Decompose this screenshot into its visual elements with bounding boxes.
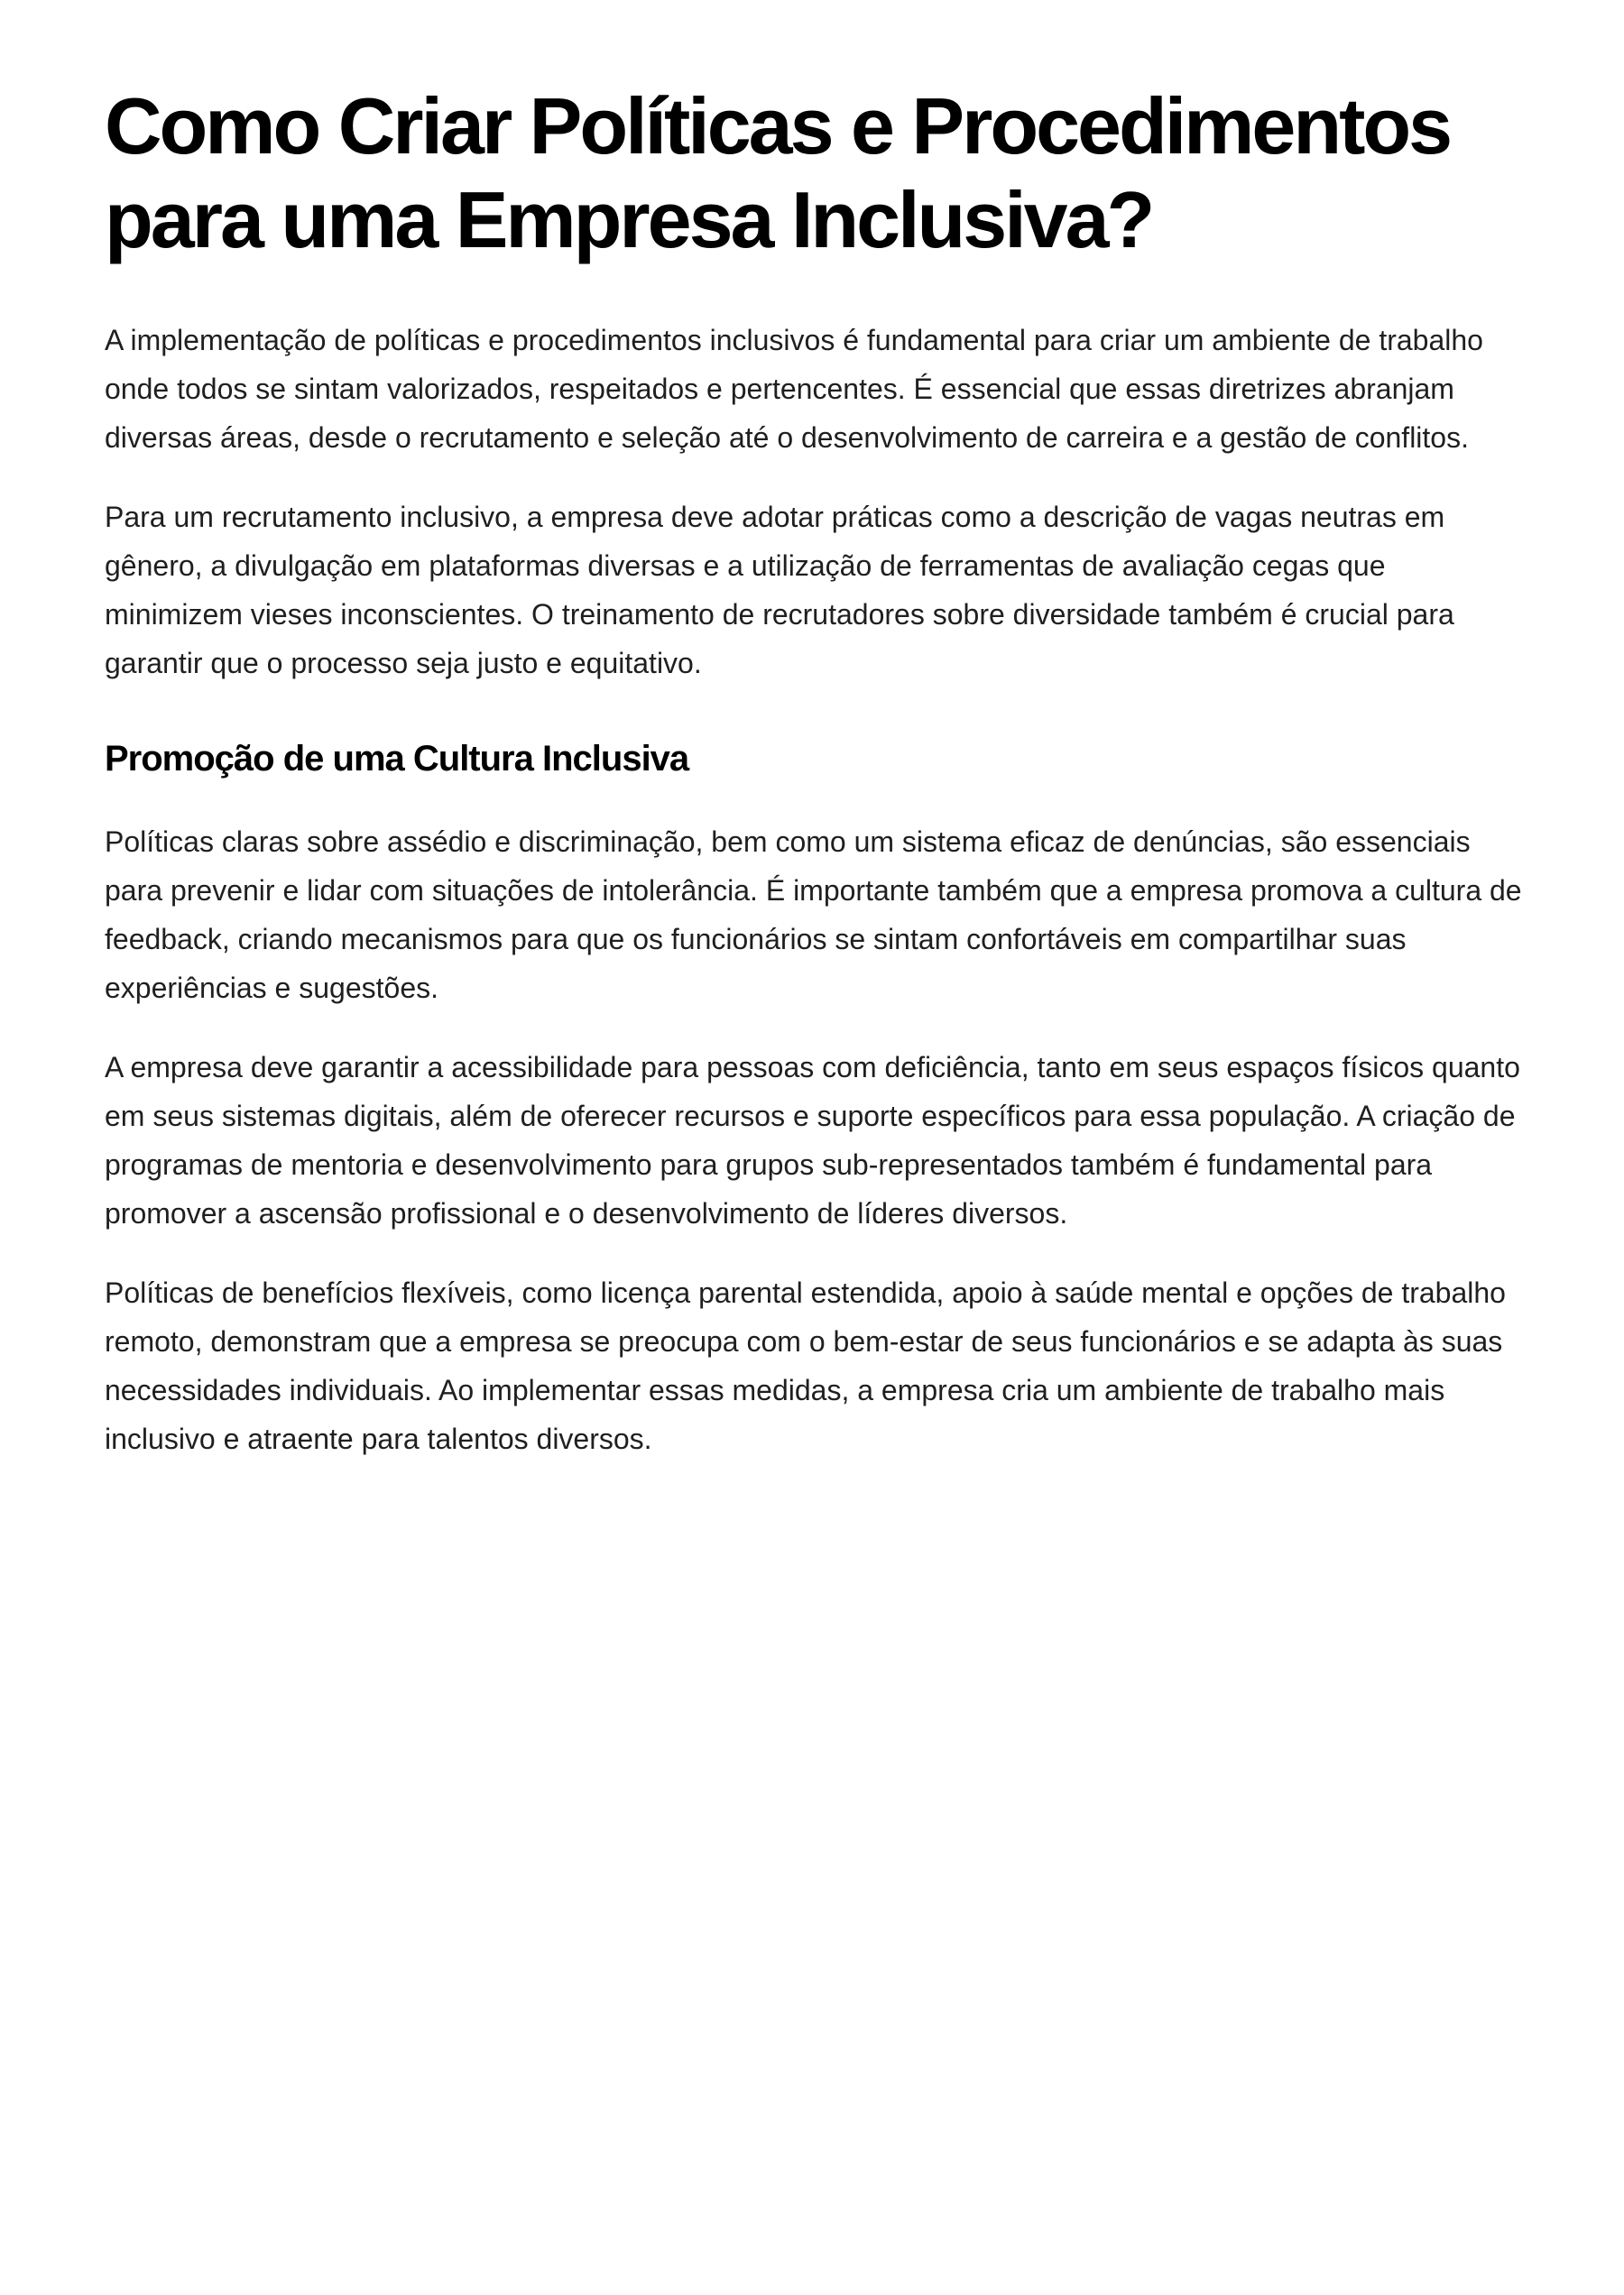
intro-paragraph-2: Para um recrutamento inclusivo, a empresa deve adotar práticas como a descrição de vagas neutras em gênero, a divulgação em plataformas diversas e a utilização de ferramentas de avaliação cegas que minimizem vieses inconscientes. O treinamento de recrutadores sobre diversidade também é crucial para garantir que o processo seja justo e equitativo.	[105, 501, 1454, 679]
section-paragraph-1: Políticas claras sobre assédio e discriminação, bem como um sistema eficaz de denúncias, são essenciais para prevenir e lidar com situações de intolerância. É importante também que a empresa promova a cultura de feedback, criando mecanismos para que os funcionários se sintam confortáveis em compartilhar suas experiências e sugestões.	[105, 825, 1522, 1004]
intro-paragraph-1: A implementação de políticas e procedimentos inclusivos é fundamental para criar um ambiente de trabalho onde todos se sintam valorizados, respeitados e pertencentes. É essencial que essas diretrizes abranjam diversas áreas, desde o recrutamento e seleção até o desenvolvimento de carreira e a gestão de conflitos.	[105, 324, 1483, 454]
page-title: Como Criar Políticas e Procedimentos para uma Empresa Inclusiva?	[105, 81, 1451, 264]
section-paragraph-3: Políticas de benefícios flexíveis, como licença parental estendida, apoio à saúde mental e opções de trabalho remoto, demonstram que a empresa se preocupa com o bem-estar de seus funcionários e se adapta às suas necessidades individuais. Ao implementar essas medidas, a empresa cria um ambiente de trabalho mais inclusivo e atraente para talentos diversos.	[105, 1277, 1506, 1455]
section-heading: Promoção de uma Cultura Inclusiva	[105, 739, 689, 779]
section-paragraph-2: A empresa deve garantir a acessibilidade para pessoas com deficiência, tanto em seus espaços físicos quanto em seus sistemas digitais, além de oferecer recursos e suporte específicos para essa população. A criação de programas de mentoria e desenvolvimento para grupos sub-representados também é fundamental para promover a ascensão profissional e o desenvolvimento de líderes diversos.	[105, 1051, 1520, 1230]
document-page	[105, 79, 1530, 1463]
